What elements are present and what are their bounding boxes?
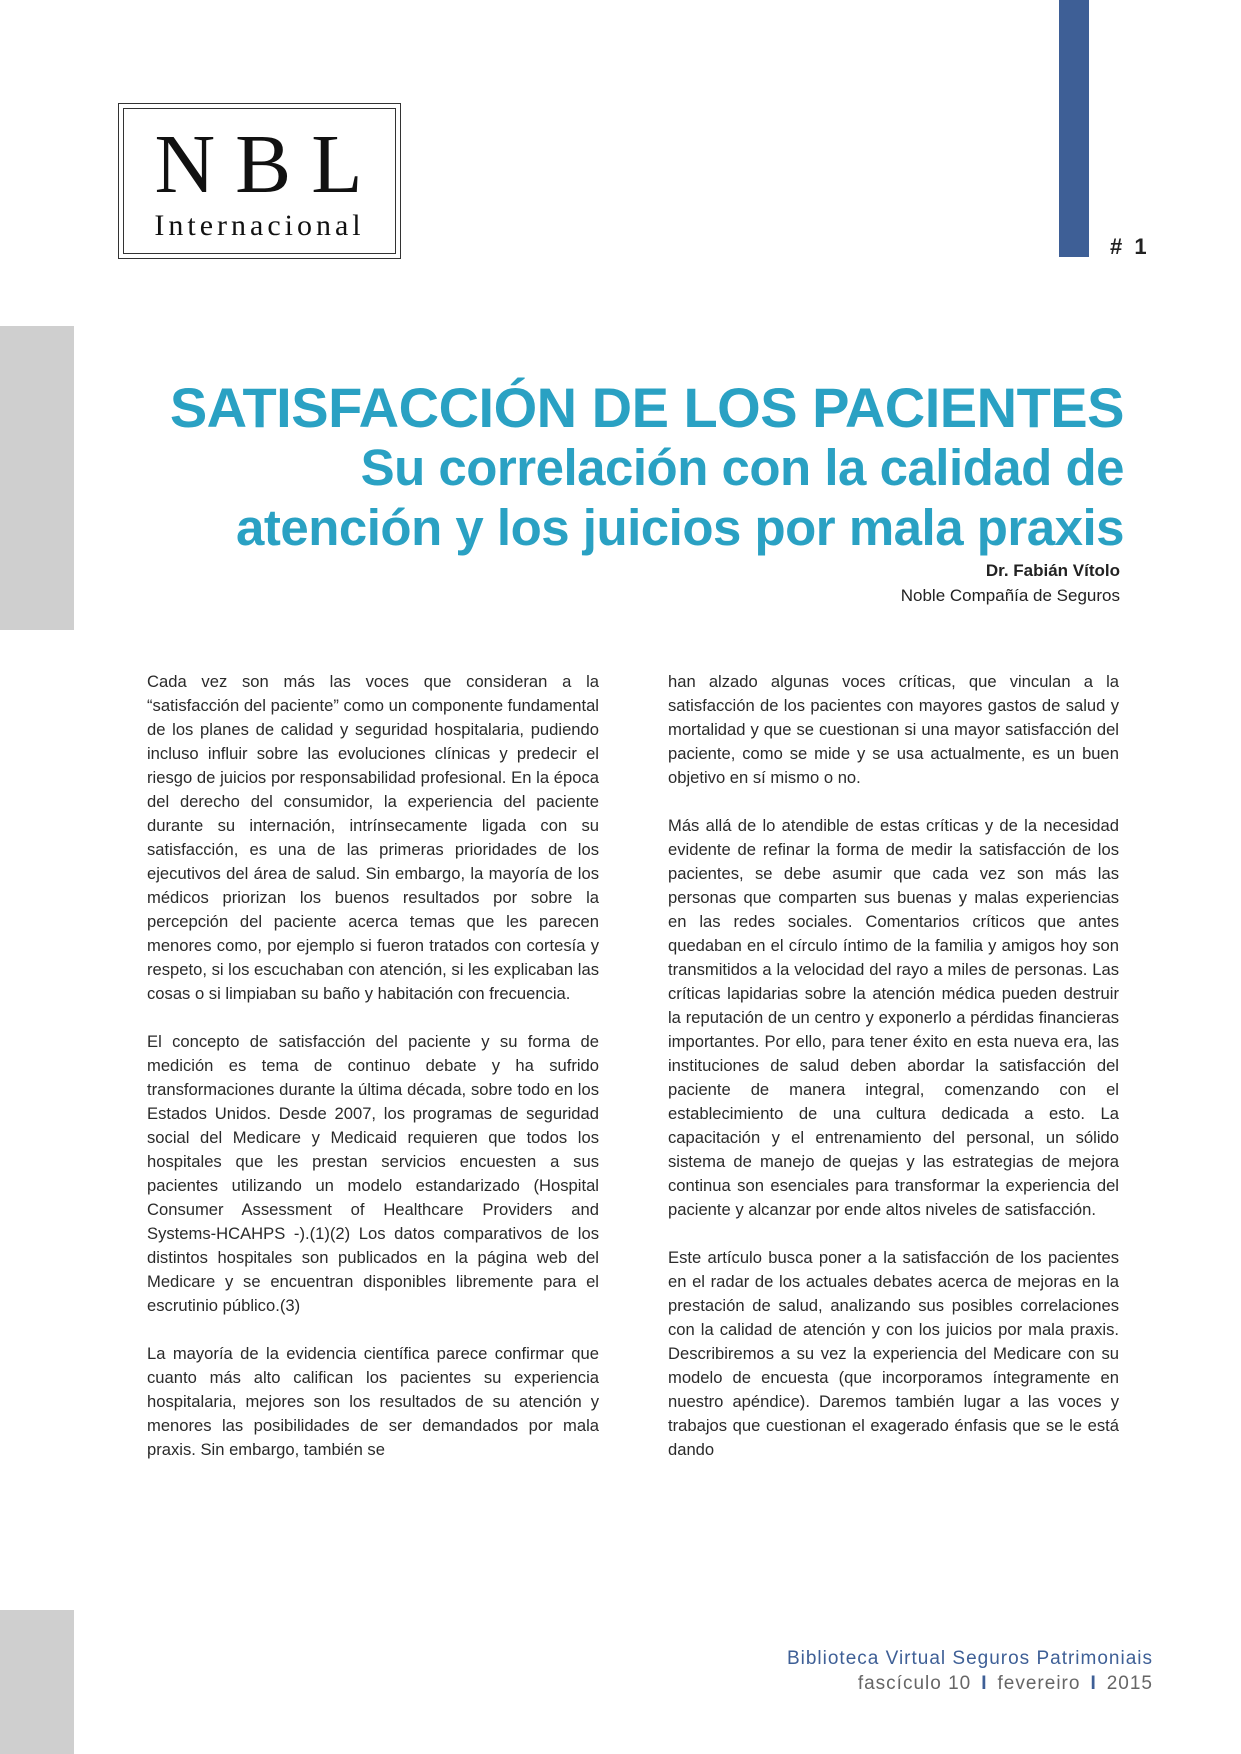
paragraph: han alzado algunas voces críticas, que vinculan a la satisfacción de los pacientes con mayores gastos de salud y mortalidad y que se cuestionan si una mayor satisfacción del paciente, como se mide y se usa actualmente, es un buen objetivo en sí mismo o no. — [668, 672, 1119, 787]
footer-separator: I — [981, 1673, 988, 1694]
side-decoration-bar-top — [0, 326, 74, 630]
paragraph: Más allá de lo atendible de estas críticas y de la necesidad evidente de refinar la forma de medir la satisfacción de los pacientes, se debe asumir que cada vez son más las personas que comparten sus buenas y malas experiencias en las redes sociales. Comentarios críticos que antes quedaban en el círculo íntimo de la familia y amigos hoy son transmitidos a la velocidad del rayo a miles de personas. Las críticas lapidarias sobre la atención médica pueden destruir la reputación de un centro y exponerlo a pérdidas financieras importantes. Por ello, para tener éxito en esta nueva era, las instituciones de salud deben abordar la satisfacción del paciente de manera integral, comenzando con el establecimiento de una cultura dedicada a esto. La capacitación y el entrenamiento del personal, un sólido sistema de manejo de quejas y las estrategias de mejora continua son esenciales para transformar la experiencia del paciente y alcanzar por ende altos niveles de satisfacción. — [668, 816, 1119, 1219]
title-line-2: Su correlación con la calidad de — [360, 439, 1124, 496]
footer-year: 2015 — [1106, 1673, 1153, 1694]
top-accent-bar — [1059, 0, 1089, 257]
logo-inner-frame — [123, 108, 396, 254]
body-column-left — [147, 670, 599, 1486]
title-line-3: atención y los juicios por mala praxis — [236, 499, 1124, 556]
paragraph: Cada vez son más las voces que consideran a la “satisfacción del paciente” como un componente fundamental de los planes de calidad y seguridad hospitalaria, pudiendo incluso influir sobre las evoluciones clínicas y predecir el riesgo de juicios por responsabilidad profesional. En la época del derecho del consumidor, la experiencia del paciente durante su internación, intrínsecamente ligada con su satisfacción, es una de las primeras prioridades de los ejecutivos del área de salud. Sin embargo, la mayoría de los médicos priorizan los buenos resultados por sobre la percepción del paciente acerca temas que les parecen menores como, por ejemplo si fueron tratados con cortesía y respeto, si los escuchaban con atención, si les explicaban las cosas o si limpiaban su baño y habitación con frecuencia. — [147, 672, 599, 1003]
side-decoration-bar-bottom — [0, 1610, 74, 1754]
footer-separator: I — [1090, 1673, 1097, 1694]
footer-fascicle: fascículo 10 — [857, 1673, 972, 1694]
author-block — [901, 558, 1120, 608]
nbl-logo — [118, 103, 401, 259]
title-line-1: SATISFACCIÓN DE LOS PACIENTES — [169, 376, 1124, 439]
logo-sub-text: Internacional — [154, 209, 365, 242]
body-column-right — [668, 670, 1119, 1486]
footer-library: Biblioteca Virtual Seguros Patrimoniais — [786, 1648, 1153, 1669]
issue-number: # 1 — [1110, 234, 1150, 259]
author-name: Dr. Fabián Vítolo — [985, 561, 1120, 580]
page-footer — [787, 1648, 1153, 1695]
footer-edition — [787, 1673, 1153, 1695]
paragraph: La mayoría de la evidencia científica parece confirmar que cuanto más alto califican los pacientes su experiencia hospitalaria, mejores son los resultados de su atención y menores las posibilidades de ser demandados por mala praxis. Sin embargo, también se — [147, 1344, 599, 1459]
footer-month: fevereiro — [997, 1673, 1081, 1694]
paragraph: Este artículo busca poner a la satisfacción de los pacientes en el radar de los actuales debates acerca de mejoras en la prestación de salud, analizando sus posibles correlaciones con la calidad de atención y con los juicios por mala praxis. Describiremos a su vez la experiencia del Medicare con su modelo de encuesta (que incorporamos íntegramente en nuestro apéndice). Daremos también lugar a las voces y trabajos que cuestionan el exagerado énfasis que se le está dando — [668, 1248, 1119, 1459]
article-title — [170, 378, 1124, 558]
logo-main-text: NBL — [154, 118, 383, 211]
author-affiliation: Noble Compañía de Seguros — [900, 586, 1120, 605]
paragraph: El concepto de satisfacción del paciente y su forma de medición es tema de continuo debate y ha sufrido transformaciones durante la última década, sobre todo en los Estados Unidos. Desde 2007, los programas de seguridad social del Medicare y Medicaid requieren que todos los hospitales que les prestan servicios encuesten a sus pacientes utilizando un modelo estandarizado (Hospital Consumer Assessment of Healthcare Providers and Systems-HCAHPS -).(1)(2) Los datos comparativos de los distintos hospitales son publicados en la página web del Medicare y se encuentran disponibles libremente para el escrutinio público.(3) — [147, 1032, 599, 1315]
